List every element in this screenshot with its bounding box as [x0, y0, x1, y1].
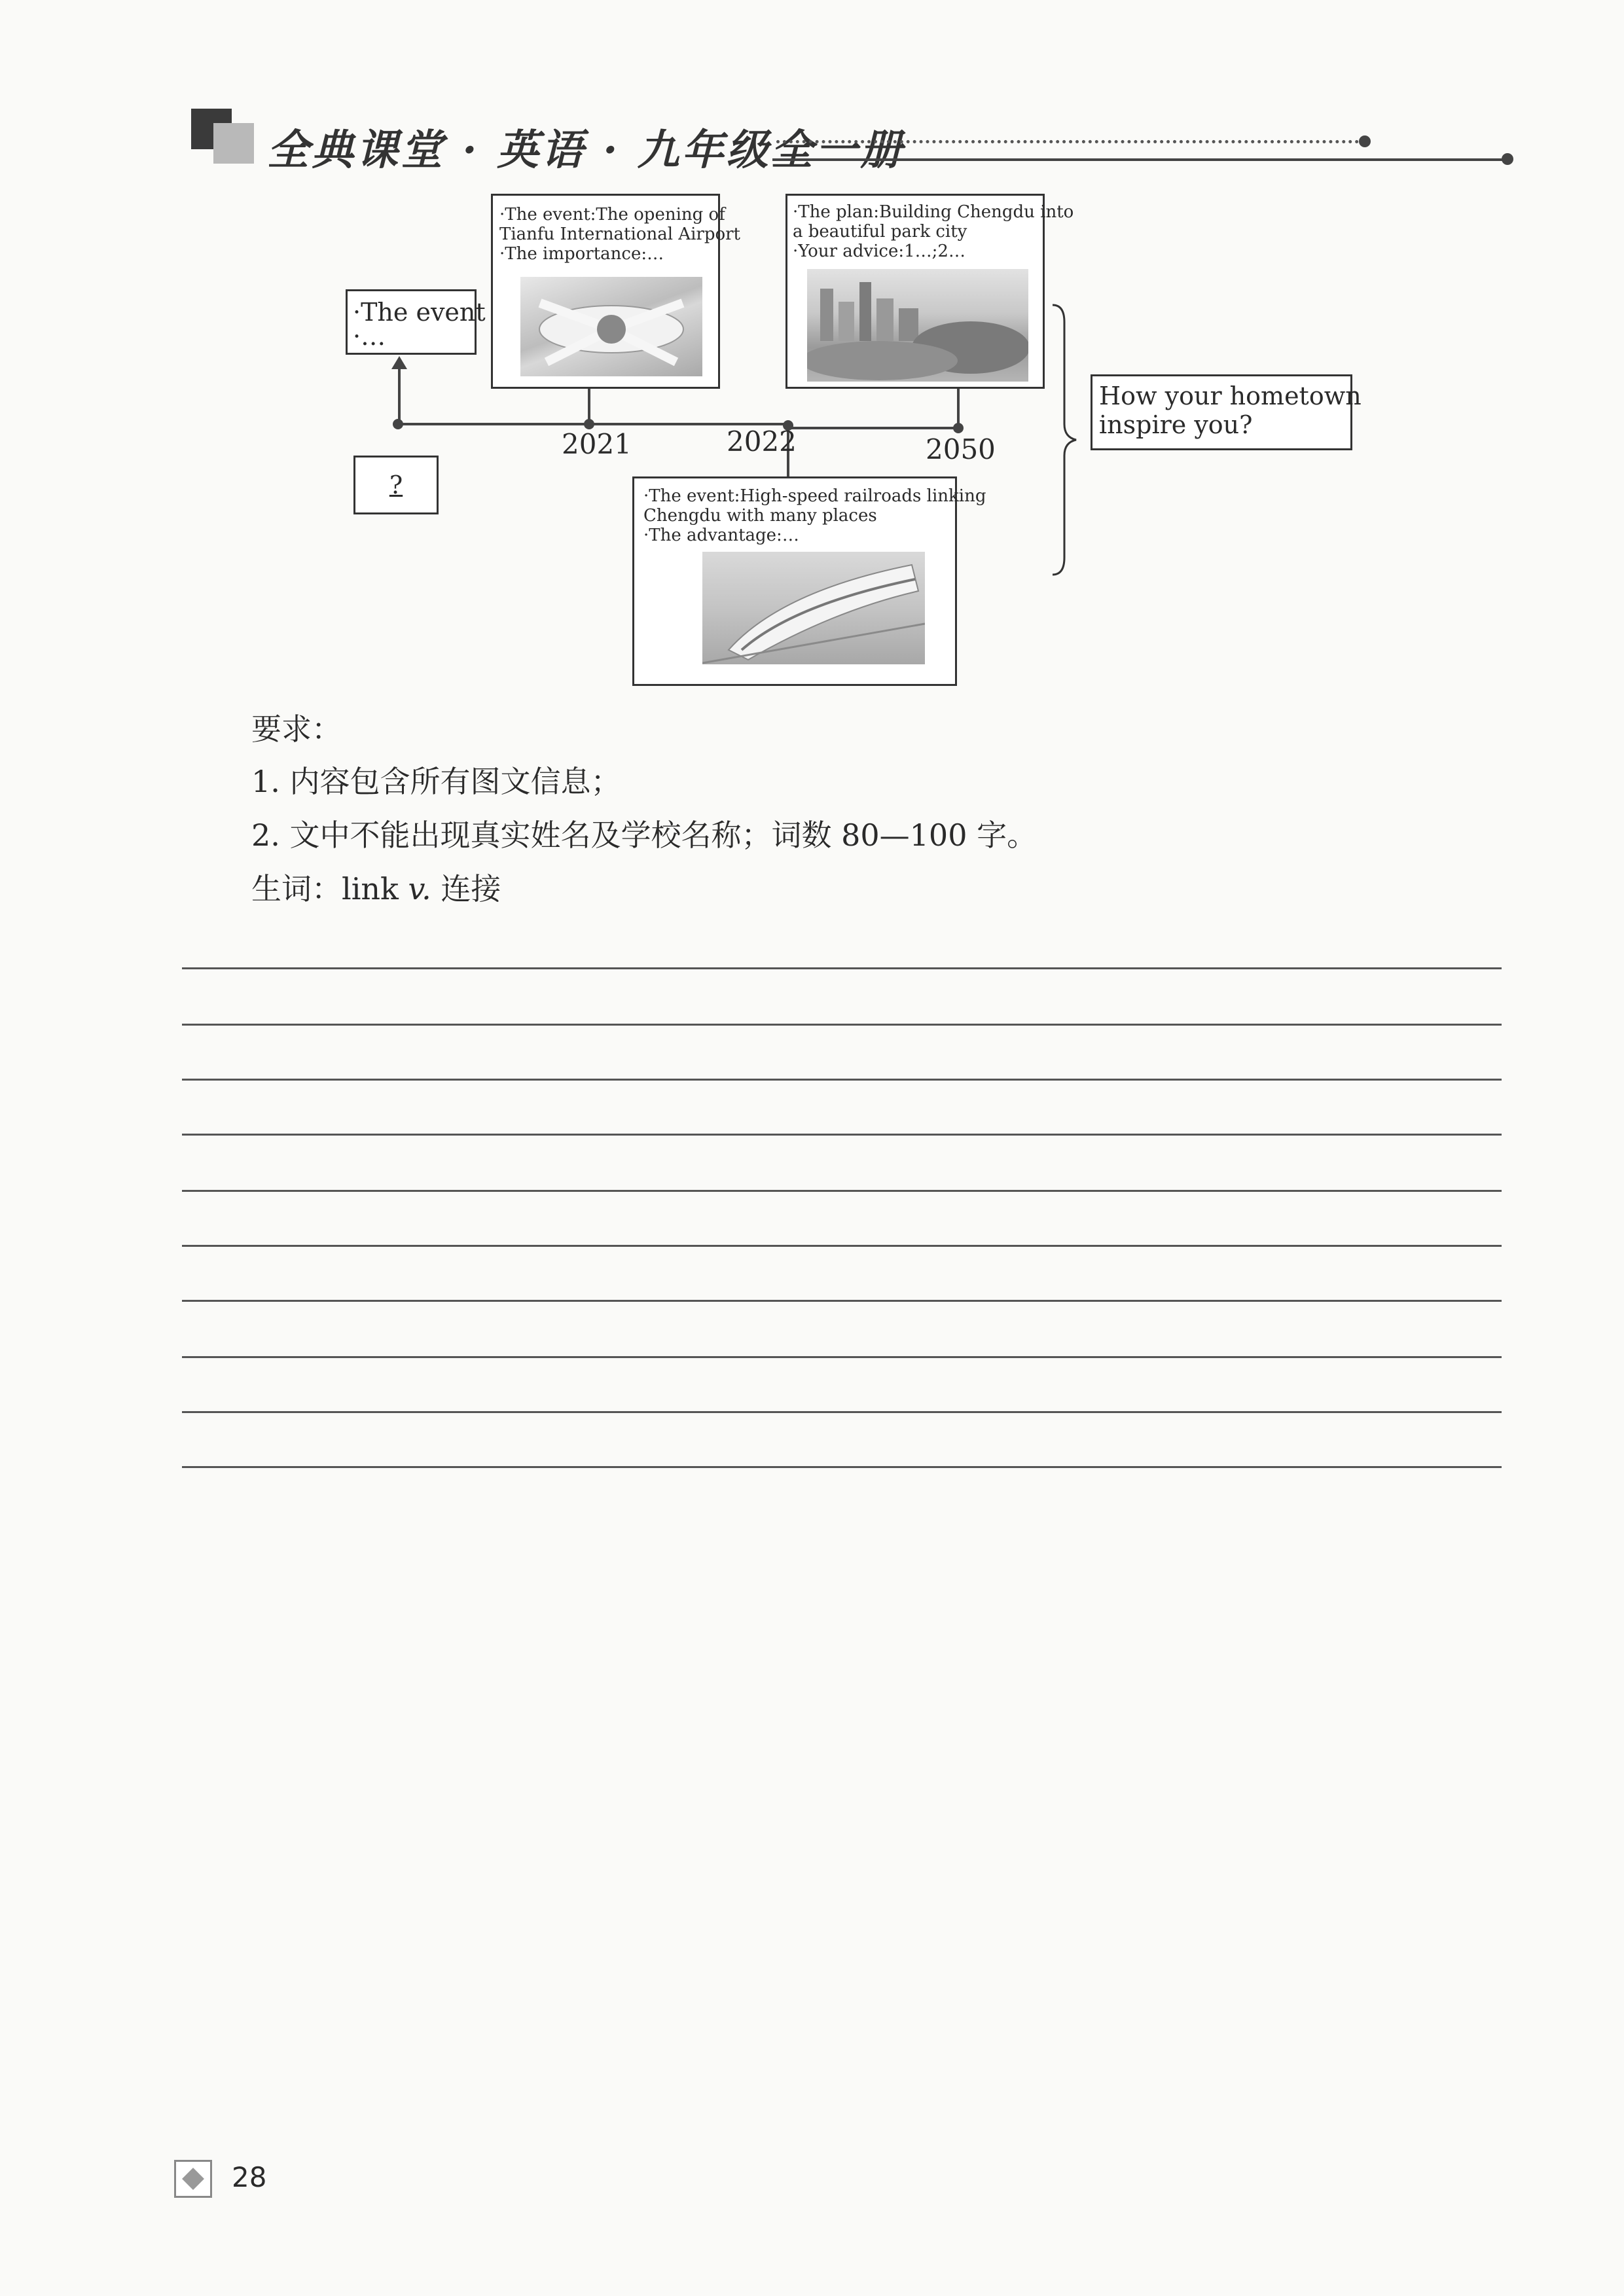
vocabulary-note [251, 865, 501, 908]
railroad-line3: ·The advantage:… [643, 526, 799, 545]
requirements-heading: 要求： [251, 711, 342, 747]
writing-line[interactable] [182, 1134, 1502, 1136]
airport-line1: ·The event:The opening of [499, 205, 725, 224]
writing-line[interactable] [182, 1245, 1502, 1247]
park-city-line1: ·The plan:Building Chengdu into [793, 202, 1074, 222]
header-dotted-rule [776, 140, 1365, 143]
arrow-up-icon [391, 356, 407, 369]
writing-line[interactable] [182, 1190, 1502, 1192]
vocab-prefix: 生词：link [251, 871, 408, 906]
railroad-line1: ·The event:High-speed railroads linking [643, 486, 986, 506]
park-city-line3: ·Your advice:1…;2… [793, 242, 965, 261]
requirement-item-1: 1. 内容包含所有图文信息； [251, 764, 621, 799]
city-skyline-icon [807, 269, 1028, 382]
writing-line[interactable] [182, 1024, 1502, 1026]
writing-line[interactable] [182, 1411, 1502, 1413]
requirement-item-2: 2. 文中不能出现真实姓名及学校名称；词数 80—100 字。 [251, 817, 1038, 853]
question-mark: ? [389, 471, 403, 499]
writing-line[interactable] [182, 1300, 1502, 1302]
train-icon [702, 552, 925, 664]
writing-line[interactable] [182, 1466, 1502, 1468]
page-number-diamond-icon [174, 2160, 212, 2198]
conclusion-box [1091, 374, 1362, 450]
header-dot [1359, 135, 1371, 147]
year-2050: 2050 [926, 433, 996, 465]
header-dot [1502, 153, 1513, 165]
airport-line3: ·The importance:… [499, 244, 664, 264]
header-title: 全典课堂 · 英语 · 九年级全一册 [267, 126, 905, 175]
airport-terminal-icon [520, 277, 702, 376]
left-connector [398, 361, 401, 425]
left-event-line2: ·… [353, 322, 386, 351]
railroad-line2: Chengdu with many places [643, 506, 877, 526]
year-2022: 2022 [727, 425, 797, 457]
airport-line2: Tianfu International Airport [499, 224, 740, 244]
airport-photo [520, 277, 702, 376]
railroad-box [632, 476, 986, 686]
park-city-line2: a beautiful park city [793, 222, 967, 242]
left-event-line1: ·The event [353, 298, 486, 327]
vocab-pos: v. [408, 871, 431, 906]
header-rule [772, 158, 1508, 161]
conclusion-line1: How your hometown [1099, 382, 1362, 410]
header-square-light [213, 123, 254, 164]
page-number: 28 [232, 2161, 267, 2193]
conclusion-line2: inspire you? [1099, 410, 1253, 439]
airport-box [491, 194, 740, 389]
left-event-box [346, 289, 486, 355]
writing-line[interactable] [182, 1356, 1502, 1358]
writing-line[interactable] [182, 967, 1502, 969]
train-photo [702, 552, 925, 664]
year-2021: 2021 [562, 428, 632, 460]
timeline-segment [788, 427, 960, 429]
airport-connector [588, 389, 590, 424]
park-city-box [785, 194, 1074, 389]
question-box [353, 456, 439, 514]
vocab-meaning: 连接 [431, 871, 501, 906]
park-city-photo [807, 269, 1028, 382]
writing-line[interactable] [182, 1079, 1502, 1081]
timeline-node [393, 419, 403, 429]
brace-icon [1050, 302, 1079, 577]
park-city-connector [957, 389, 960, 428]
